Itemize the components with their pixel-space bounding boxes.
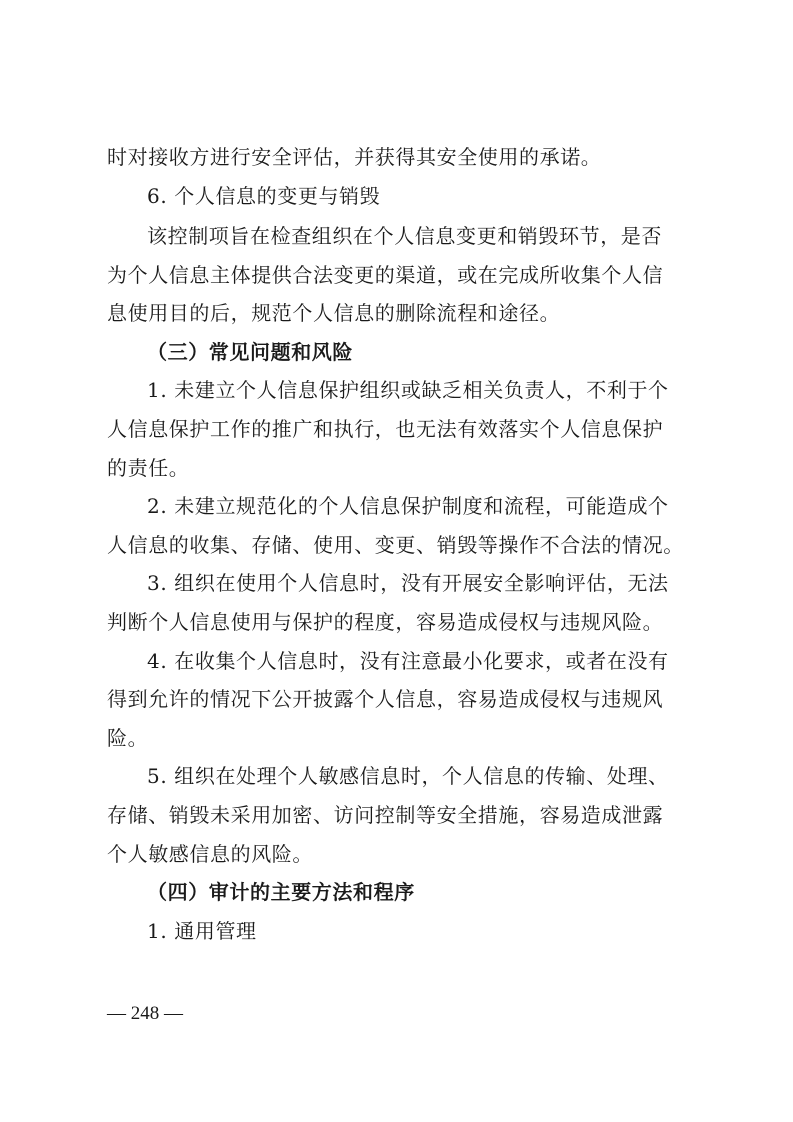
section-heading: 1. 通用管理	[147, 919, 257, 943]
section-heading: （四）审计的主要方法和程序	[147, 880, 415, 904]
body-text-line: 存储、销毁未采用加密、访问控制等安全措施，容易造成泄露	[107, 803, 664, 827]
body-text-line: 人信息保护工作的推广和执行，也无法有效落实个人信息保护	[107, 417, 664, 441]
body-text-line: 的责任。	[107, 456, 190, 480]
section-heading: 6. 个人信息的变更与销毁	[147, 184, 381, 208]
body-text-line: 2. 未建立规范化的个人信息保护制度和流程，可能造成个	[147, 494, 669, 518]
body-text-line: 判断个人信息使用与保护的程度，容易造成侵权与违规风险。	[107, 610, 664, 634]
body-text-line: 为个人信息主体提供合法变更的渠道，或在完成所收集个人信	[107, 263, 664, 287]
body-text-line: 人信息的收集、存储、使用、变更、销毁等操作不合法的情况。	[107, 533, 684, 557]
section-heading: （三）常见问题和风险	[147, 340, 353, 364]
body-text-line: 5. 组织在处理个人敏感信息时，个人信息的传输、处理、	[147, 764, 669, 788]
body-text-line: 险。	[107, 726, 149, 750]
body-text-line: 该控制项旨在检查组织在个人信息变更和销毁环节，是否	[147, 224, 662, 248]
body-text-line: 时对接收方进行安全评估，并获得其安全使用的承诺。	[107, 145, 602, 169]
body-text-line: 3. 组织在使用个人信息时，没有开展安全影响评估，无法	[147, 571, 669, 595]
body-text-line: 息使用目的后，规范个人信息的删除流程和途径。	[107, 301, 561, 325]
body-text-line: 个人敏感信息的风险。	[107, 842, 313, 866]
body-text-line: 1. 未建立个人信息保护组织或缺乏相关负责人，不利于个	[147, 378, 669, 402]
page-number: — 248 —	[107, 1003, 183, 1024]
body-text-line: 4. 在收集个人信息时，没有注意最小化要求，或者在没有	[147, 649, 669, 673]
body-text-line: 得到允许的情况下公开披露个人信息，容易造成侵权与违规风	[107, 687, 664, 711]
